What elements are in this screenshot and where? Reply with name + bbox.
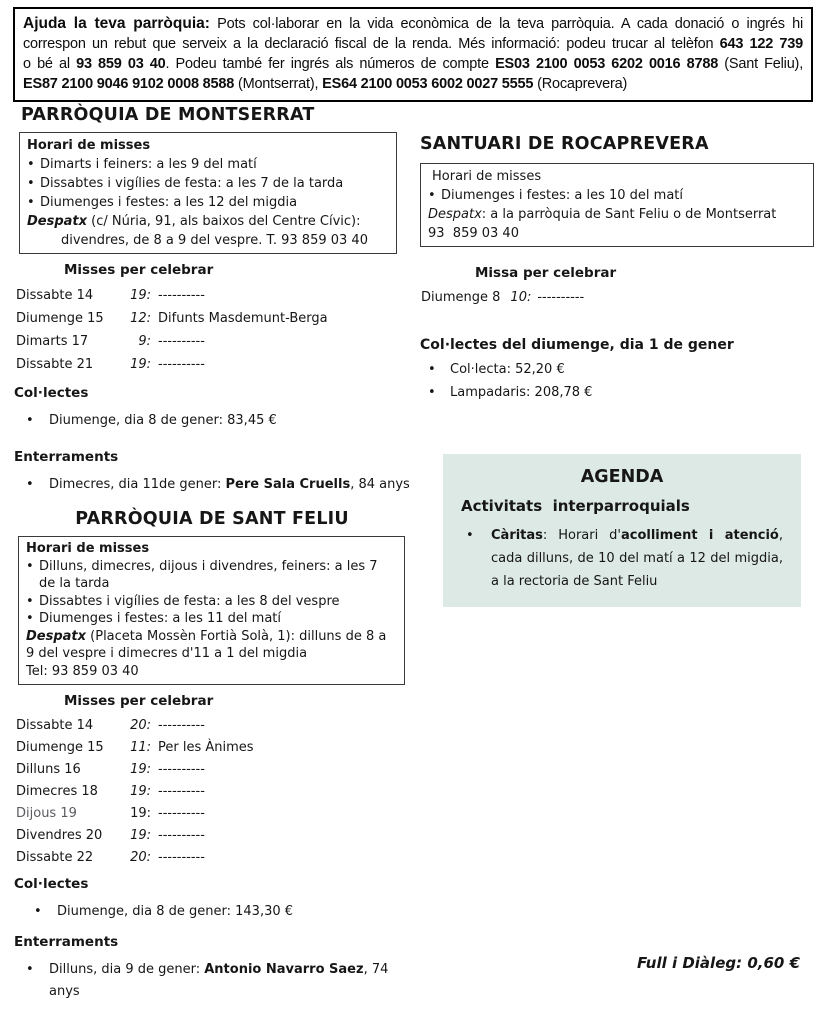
bullet-icon: • xyxy=(26,611,34,626)
donation-notice-box xyxy=(13,7,813,102)
enterrament-item: • Dimecres, dia 11de gener: Pere Sala Cruells, 84 anys xyxy=(26,474,410,496)
despatx-label: Despatx xyxy=(27,214,88,229)
montserrat-section-title: PARRÒQUIA DE MONTSERRAT xyxy=(21,105,315,125)
bullet-icon: • xyxy=(34,904,42,919)
iban-rocaprevera: ES64 2100 0053 6002 0027 5555 xyxy=(322,76,534,92)
schedule-item: • Dimarts i feiners: a les 9 del matí xyxy=(27,157,257,172)
notice-lead: Ajuda la teva parròquia: xyxy=(23,15,210,32)
montserrat-schedule-box xyxy=(19,132,397,254)
bullet-icon: • xyxy=(428,385,436,400)
notice-text: correspon un rebut que serveix a la declaració fiscal de la renda. Més informació: podeu trucar al telèfon xyxy=(23,36,720,52)
mass-row: Dissabte 22 20: ---------- xyxy=(16,850,205,865)
santfeliu-masses-title: Misses per celebrar xyxy=(64,693,214,709)
montserrat-collectes-title: Col·lectes xyxy=(14,385,89,401)
agenda-box xyxy=(443,454,801,607)
bullet-icon: • xyxy=(26,477,34,492)
bullet-icon: • xyxy=(26,558,34,574)
notice-text: . Podeu també fer ingrés als números de compte xyxy=(165,56,496,72)
deceased-name: Antonio Navarro Saez xyxy=(204,962,364,977)
rocaprevera-section-title: SANTUARI DE ROCAPREVERA xyxy=(420,134,709,154)
despatx-label: Despatx xyxy=(26,628,87,644)
collectes-item: • Diumenge, dia 8 de gener: 83,45 € xyxy=(26,410,410,432)
mass-row: Diumenge 15 11: Per les Ànimes xyxy=(16,740,254,755)
schedule-box-title: Horari de misses xyxy=(432,169,542,184)
schedule-item: • Dilluns, dimecres, dijous i divendres, feiners: a les 7 de la tarda xyxy=(26,558,378,591)
iban-montserrat: ES87 2100 9046 9102 0008 8588 xyxy=(23,76,235,92)
notice-line xyxy=(23,34,803,54)
despatx-line xyxy=(26,628,397,663)
despatx-line xyxy=(428,205,806,224)
notice-text: (Sant Feliu), xyxy=(718,56,804,72)
rocaprevera-collectes-title: Col·lectes del diumenge, dia 1 de gener xyxy=(420,337,734,353)
phone-number: 643 122 739 xyxy=(719,36,803,52)
price-note: Full i Diàleg: 0,60 € xyxy=(636,954,800,972)
notice-line xyxy=(23,74,803,94)
agenda-subtitle: Activitats interparroquials xyxy=(461,497,690,515)
montserrat-masses-title: Misses per celebrar xyxy=(64,262,214,278)
santfeliu-section-title: PARRÒQUIA DE SANT FELIU xyxy=(75,509,349,529)
notice-text: o bé al xyxy=(23,56,77,72)
agenda-item: • Càritas: Horari d'acolliment i atenció, cada dilluns, de 10 del matí a 12 del migdia, a la rectoria de Sant Feliu xyxy=(461,524,783,593)
despatx-label: Despatx xyxy=(428,207,482,222)
right-column xyxy=(420,133,814,607)
mass-row: Diumenge 8 10: ---------- xyxy=(421,290,585,305)
schedule-item: • Dissabtes i vigílies de festa: a les 8 del vespre xyxy=(26,593,340,609)
bullet-icon: • xyxy=(26,962,34,977)
mass-row: Dijous 19 19: ---------- xyxy=(16,806,205,821)
notice-line xyxy=(23,54,803,74)
santfeliu-enterraments-title: Enterraments xyxy=(14,934,119,950)
despatx-text: (Placeta Mossèn Fortià Solà, 1): dilluns de 8 a 9 del vespre i dimecres d'11 a 1 del migdia xyxy=(26,628,391,661)
deceased-name: Pere Sala Cruells xyxy=(225,477,351,492)
despatx-text: (c/ Núria, 91, als baixos del Centre Cívic): xyxy=(87,214,361,229)
santfeliu-mass-list xyxy=(14,715,410,869)
montserrat-enterraments-title: Enterraments xyxy=(14,449,119,465)
mass-row: Dimecres 18 19: ---------- xyxy=(16,784,205,799)
collectes-item: • Col·lecta: 52,20 € xyxy=(428,358,814,381)
bullet-icon: • xyxy=(466,528,474,543)
bullet-icon: • xyxy=(27,157,35,172)
bullet-icon: • xyxy=(26,593,34,609)
bullet-icon: • xyxy=(27,176,35,191)
schedule-box-title: Horari de misses xyxy=(27,138,151,153)
despatx-line xyxy=(27,212,389,231)
santfeliu-collectes-title: Col·lectes xyxy=(14,876,89,892)
caritas-label: Càritas xyxy=(491,528,543,543)
agenda-title: AGENDA xyxy=(580,467,664,487)
mass-row: Dilluns 16 19: ---------- xyxy=(16,762,205,777)
schedule-item: • Diumenges i festes: a les 11 del matí xyxy=(26,611,282,626)
bullet-icon: • xyxy=(27,195,35,210)
notice-text: (Montserrat), xyxy=(234,76,323,92)
montserrat-mass-list xyxy=(14,284,410,376)
schedule-item: • Dissabtes i vigílies de festa: a les 7 de la tarda xyxy=(27,176,344,191)
left-column xyxy=(14,104,410,1003)
telephone-line: 93 859 03 40 xyxy=(428,226,519,241)
rocaprevera-schedule-box xyxy=(420,163,814,247)
mass-row: Dissabte 14 19: ---------- xyxy=(16,288,205,303)
despatx-text: : a la parròquia de Sant Feliu o de Montserrat xyxy=(481,207,777,222)
schedule-item: • Diumenges i festes: a les 10 del matí xyxy=(428,188,684,203)
bullet-icon: • xyxy=(428,362,436,377)
bullet-icon: • xyxy=(26,413,34,428)
mass-row: Dissabte 21 19: ---------- xyxy=(16,357,205,372)
schedule-box-title: Horari de misses xyxy=(26,541,150,556)
enterrament-item: • Dilluns, dia 9 de gener: Antonio Navarro Saez, 74 anys xyxy=(26,959,410,1003)
phone-number: 93 859 03 40 xyxy=(76,56,166,72)
rocaprevera-masses-title: Missa per celebrar xyxy=(475,265,617,281)
mass-row: Divendres 20 19: ---------- xyxy=(16,828,205,843)
collectes-item: • Lampadaris: 208,78 € xyxy=(428,381,814,404)
notice-text: (Rocaprevera) xyxy=(533,76,628,92)
notice-text: Pots col·laborar en la vida econòmica de la teva parròquia. A cada donació o ingrés hi xyxy=(209,16,803,32)
iban-sant-feliu: ES03 2100 0053 6202 0016 8788 xyxy=(495,56,719,72)
despatx-line2: divendres, de 8 a 9 del vespre. T. 93 859 03 40 xyxy=(61,233,368,248)
mass-row: Dimarts 17 9: ---------- xyxy=(16,334,205,349)
mass-row: Dissabte 14 20: ---------- xyxy=(16,718,205,733)
bullet-icon: • xyxy=(428,188,436,203)
santfeliu-schedule-box xyxy=(18,536,405,685)
schedule-item: • Diumenges i festes: a les 12 del migdia xyxy=(27,195,298,210)
notice-line xyxy=(23,14,803,34)
telephone-line: Tel: 93 859 03 40 xyxy=(26,663,139,679)
collectes-item: • Diumenge, dia 8 de gener: 143,30 € xyxy=(34,901,410,923)
mass-row: Diumenge 15 12: Difunts Masdemunt-Berga xyxy=(16,311,328,326)
